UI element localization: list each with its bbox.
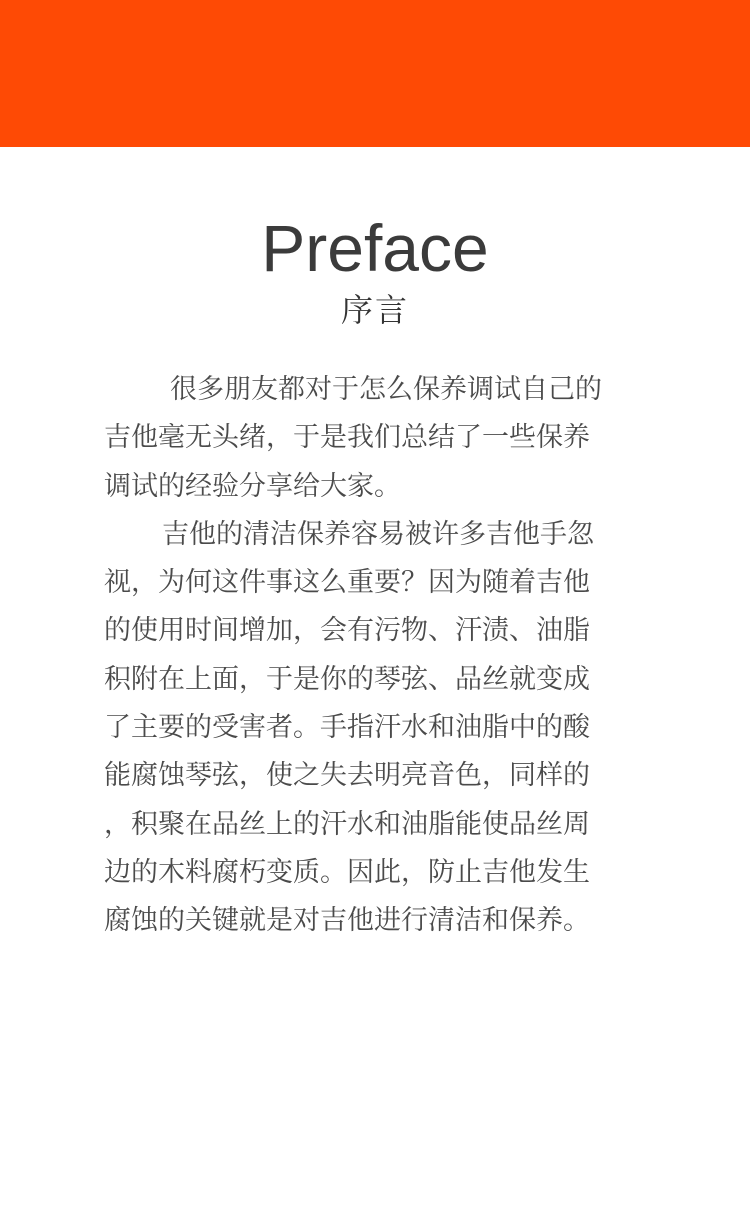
text-line: 吉他毫无头绪，于是我们总结了一些保养 <box>104 422 590 454</box>
page-title-english: Preface <box>261 211 489 285</box>
text-line: 吉他的清洁保养容易被许多吉他手忽 <box>162 518 594 550</box>
top-banner <box>0 0 750 147</box>
paragraph-2 <box>104 511 652 946</box>
text-line: 腐蚀的关键就是对吉他进行清洁和保养。 <box>104 905 590 937</box>
page-title-chinese: 序言 <box>340 291 409 329</box>
text-line: 积附在上面，于是你的琴弦、品丝就变成 <box>104 663 590 695</box>
text-line: 的使用时间增加，会有污物、汗渍、油脂 <box>104 615 590 647</box>
paragraph-1 <box>104 366 652 511</box>
text-line: ，积聚在品丝上的汗水和油脂能使品丝周 <box>104 808 590 840</box>
text-line: 了主要的受害者。手指汗水和油脂中的酸 <box>104 712 590 744</box>
preface-body <box>104 366 652 946</box>
text-line: 很多朋友都对于怎么保养调试自己的 <box>170 374 602 405</box>
text-line: 调试的经验分享给大家。 <box>104 470 401 502</box>
text-line: 能腐蚀琴弦，使之失去明亮音色，同样的 <box>104 760 590 792</box>
text-line: 边的木料腐朽变质。因此，防止吉他发生 <box>104 856 590 888</box>
text-line: 视，为何这件事这么重要？因为随着吉他 <box>104 567 590 599</box>
